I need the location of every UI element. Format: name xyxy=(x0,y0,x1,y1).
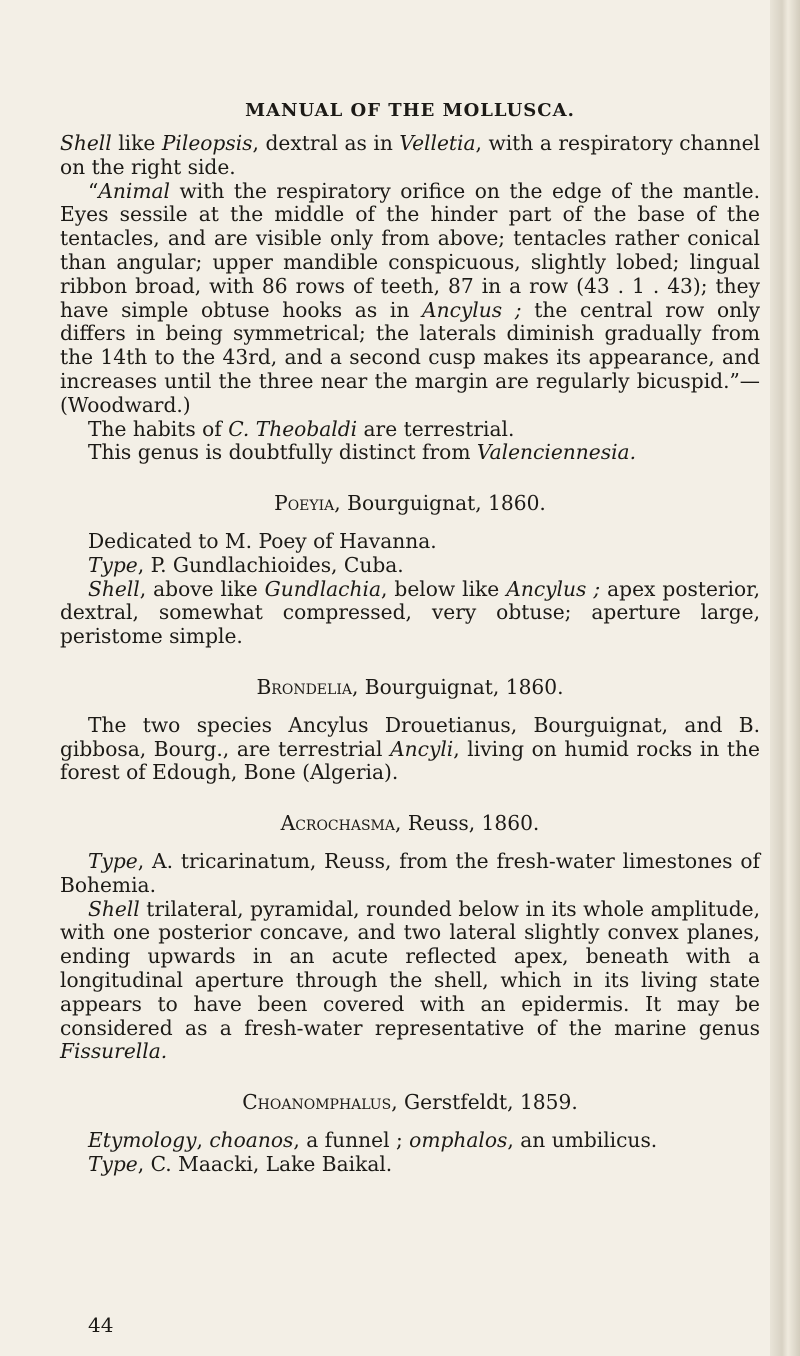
paragraph-shell-acrochasma: Shell trilateral, pyramidal, rounded below in its whole amplitude, with one posterior concave, and two lateral slightly convex planes, ending upwards in an acute reflected apex, beneath with a longitudinal aperture through the shell, which in its living state appears to have been covered with an epidermis. It may be considered as a fresh-water representative of the marine genus Fissurella. xyxy=(60,896,760,1064)
paragraph-type-poeyia: Type, P. Gundlachioides, Cuba. xyxy=(88,552,404,577)
paragraph-brondelia-species: The two species Ancylus Drouetianus, Bourguignat, and B. gibbosa, Bourg., are terrestrial Ancyli, living on humid rocks in the forest of Edough, Bone (Algeria). xyxy=(60,712,760,785)
running-head: MANUAL OF THE MOLLUSCA. xyxy=(245,100,575,121)
paragraph-genus-distinct: This genus is doubtfully distinct from Valenciennesia. xyxy=(88,440,636,465)
paragraph-type-acrochasma: Type, A. tricarinatum, Reuss, from the fresh-water limestones of Bohemia. xyxy=(60,848,760,897)
paragraph-shell-poeyia: Shell, above like Gundlachia, below like Ancylus ; apex posterior, dextral, somewhat compressed, very obtuse; aperture large, peristome simple. xyxy=(60,576,761,649)
book-page xyxy=(60,0,760,1356)
paragraph-etymology: Etymology, choanos, a funnel ; omphalos, an umbilicus. xyxy=(88,1127,658,1152)
heading-acrochasma: Acrochasma, Reuss, 1860. xyxy=(280,811,540,836)
paragraph-shell-velletia: Shell like Pileopsis, dextral as in Velletia, with a respiratory channel on the right side. xyxy=(60,131,760,179)
paragraph-type-choanomphalus: Type, C. Maacki, Lake Baikal. xyxy=(88,1151,393,1176)
paragraph-habits: The habits of C. Theobaldi are terrestrial. xyxy=(88,416,515,441)
page-number: 44 xyxy=(88,1313,114,1337)
page-body xyxy=(60,132,760,1176)
page-edge xyxy=(770,0,800,1356)
heading-choanomphalus: Choanomphalus, Gerstfeldt, 1859. xyxy=(242,1090,578,1115)
paragraph-dedication: Dedicated to M. Poey of Havanna. xyxy=(88,528,437,553)
paragraph-animal: “Animal with the respiratory orifice on the edge of the mantle. Eyes sessile at the middle of the hinder part of the base of the tentacles, and are visible only from above; tentacles rather conical than angular; upper mandible conspicuous, slightly lobed; lingual ribbon broad, with 86 rows of teeth, 87 in a row (43 . 1 . 43); they have simple obtuse hooks as in Ancylus ; the central row only differs in being symmetrical; the laterals diminish gradually from the 14th to the 43rd, and a second cusp makes its appearance, and increases until the three near the margin are regularly bicuspid.”—(Woodward.) xyxy=(60,178,760,417)
heading-poeyia: Poeyia, Bourguignat, 1860. xyxy=(274,491,546,516)
heading-brondelia: Brondelia, Bourguignat, 1860. xyxy=(256,674,564,699)
